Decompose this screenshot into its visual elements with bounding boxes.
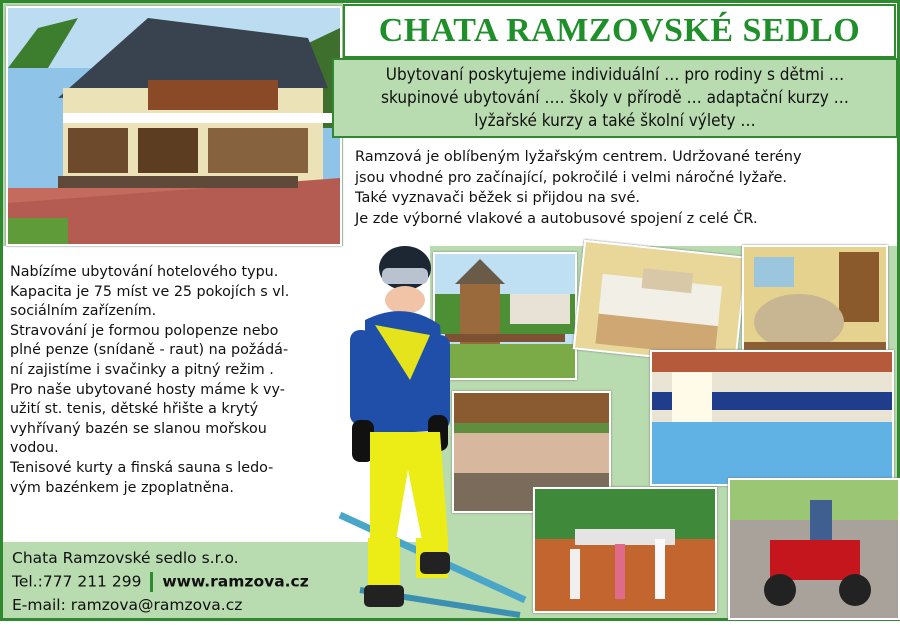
details-line: Kapacita je 75 míst ve 25 pokojích s vl. bbox=[10, 283, 290, 300]
intro-line: jsou vhodné pro začínající, pokročilé i velmi náročné lyžaře. bbox=[355, 169, 788, 186]
title-box bbox=[343, 4, 896, 58]
company-name: Chata Ramzovské sedlo s.r.o. bbox=[12, 549, 239, 567]
details-line: Tenisové kurty a finská sauna s ledo- bbox=[10, 459, 274, 476]
details-line: ní zajistíme i svačinky a pitný režim . bbox=[10, 361, 274, 378]
details-line: vyhřívaný bazén se slanou mořskou bbox=[10, 420, 267, 437]
email-link[interactable]: E-mail: ramzova@ramzova.cz bbox=[12, 596, 243, 614]
tagline-line: Ubytovaní poskytujeme individuální … pro rodiny s dětmi … bbox=[385, 65, 845, 85]
tennis-photo bbox=[533, 487, 717, 613]
details-line: vým bazénkem je zpoplatněna. bbox=[10, 479, 234, 496]
details-line: Pro naše ubytované hosty máme k vy- bbox=[10, 381, 285, 398]
tagline-line: skupinové ubytování …. školy v přírodě … adaptační kurzy … bbox=[381, 88, 849, 108]
details-line: Stravování je formou polopenze nebo bbox=[10, 322, 279, 339]
tagline-line: lyžařské kurzy a také školní výlety … bbox=[474, 111, 756, 131]
hotel-photo bbox=[6, 6, 342, 246]
details-line: sociálním zařízením. bbox=[10, 303, 157, 320]
quad-photo bbox=[728, 478, 900, 620]
intro-text bbox=[355, 147, 895, 229]
skier-photo bbox=[330, 240, 530, 621]
details-line: užití st. tenis, dětské hřište a krytý bbox=[10, 401, 259, 418]
separator bbox=[150, 572, 153, 592]
details-line: Nabízíme ubytování hotelového typu. bbox=[10, 264, 279, 280]
details-line: plné penze (snídaně - raut) na požádá- bbox=[10, 342, 289, 359]
intro-line: Je zde výborné vlakové a autobusové spojení z celé ČR. bbox=[355, 210, 758, 227]
intro-line: Ramzová je oblíbeným lyžařským centrem. Udržované terény bbox=[355, 149, 802, 165]
details-line: vodou. bbox=[10, 440, 59, 457]
details-text bbox=[10, 263, 345, 498]
pool-photo bbox=[650, 350, 894, 486]
page-title: CHATA RAMZOVSKÉ SEDLO bbox=[378, 12, 861, 49]
website-link[interactable]: www.ramzova.cz bbox=[162, 572, 309, 591]
phone-number[interactable]: Tel.:777 211 299 bbox=[12, 572, 142, 591]
tagline-panel bbox=[332, 58, 898, 138]
lounge-photo bbox=[742, 245, 888, 361]
bedroom-photo bbox=[573, 240, 748, 367]
intro-line: Také vyznavači běžek si přijdou na své. bbox=[355, 190, 640, 206]
